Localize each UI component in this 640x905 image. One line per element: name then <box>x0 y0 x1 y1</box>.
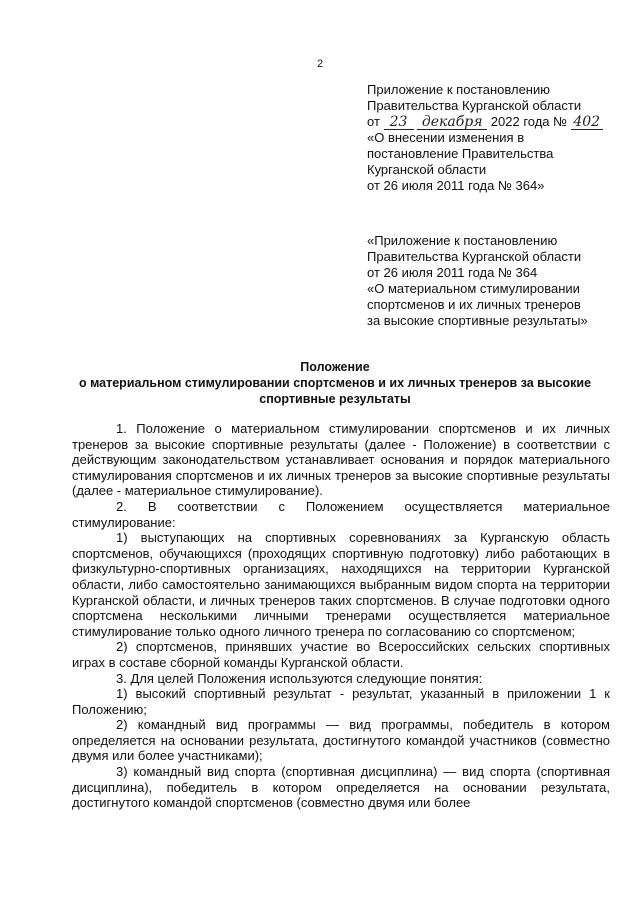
quoted-appendix-header <box>367 233 627 329</box>
appendix-line-4: «О внесении изменения в <box>367 130 525 145</box>
paragraph-6: 1) высокий спортивный результат - результат, указанный в приложении 1 к Положению; <box>72 686 610 717</box>
appendix-line-7: от 26 июля 2011 года № 364» <box>367 178 545 193</box>
paragraph-3: 1) выступающих на спортивных соревнованиях за Курганскую область спортсменов, обучающихся (проходящих спортивную подготовку) либо работающих в физкультурно-спортивных организациях, находящихся на территории Курганской области, либо самостоятельно занимающихся выбранным видом спорта на территории Курганской области, и личных тренеров таких спортсменов. В случае подготовки одного спортсмена несколькими личными тренерами осуществляется материальное стимулирование только одного личного тренера по согласованию со спортсменом; <box>72 530 610 639</box>
appendix-header <box>367 82 627 194</box>
title-line-3: спортивные результаты <box>259 392 411 406</box>
appendix-date-line <box>367 114 627 130</box>
paragraph-2: 2. В соответствии с Положением осуществляется материальное стимулирование: <box>72 498 610 530</box>
quoted-line-1: «Приложение к постановлению <box>367 233 558 248</box>
document-body <box>72 421 610 811</box>
handwritten-day: 23 <box>384 115 414 130</box>
appendix-line-6: Курганской области <box>367 162 487 177</box>
paragraph-7: 2) командный вид программы — вид программы, победитель в котором определяется на основании результата, достигнутого командой участников (совместно двумя или более участниками); <box>72 717 610 764</box>
document-title <box>60 359 610 407</box>
date-year: 2022 года № <box>490 114 568 129</box>
appendix-line-2: Правительства Курганской области <box>367 98 582 113</box>
quoted-line-2: Правительства Курганской области <box>367 249 582 264</box>
paragraph-4: 2) спортсменов, принявших участие во Всероссийских сельских спортивных играх в составе сборной команды Курганской области. <box>72 639 610 670</box>
appendix-line-5: постановление Правительства <box>367 146 554 161</box>
appendix-line-1: Приложение к постановлению <box>367 82 550 97</box>
date-prefix: от <box>367 114 380 129</box>
quoted-line-3: от 26 июля 2011 года № 364 <box>367 265 538 280</box>
title-line-2: о материальном стимулировании спортсменов и их личных тренеров за высокие <box>78 376 592 390</box>
handwritten-number: 402 <box>571 115 603 130</box>
paragraph-5: 3. Для целей Положения используются следующие понятия: <box>116 670 483 686</box>
quoted-line-4: «О материальном стимулировании <box>367 281 580 296</box>
quoted-line-6: за высокие спортивные результаты» <box>367 313 588 328</box>
handwritten-month: декабря <box>417 115 487 130</box>
quoted-line-5: спортсменов и их личных тренеров <box>367 297 581 312</box>
page-number: 2 <box>316 58 324 70</box>
paragraph-1: 1. Положение о материальном стимулировании спортсменов и их личных тренеров за высокие спортивные результаты (далее - Положение) в соответствии с действующим законодательством устанавливает основания и порядок материального стимулирования спортсменов и их личных тренеров за высокие спортивные результаты (далее - материальное стимулирование). <box>72 421 610 499</box>
title-line-1: Положение <box>300 360 370 374</box>
paragraph-8: 3) командный вид спорта (спортивная дисциплина) — вид спорта (спортивная дисциплина), победитель в котором определяется на основании результата, достигнутого командой спортсменов (совместно двумя или более <box>72 764 610 811</box>
